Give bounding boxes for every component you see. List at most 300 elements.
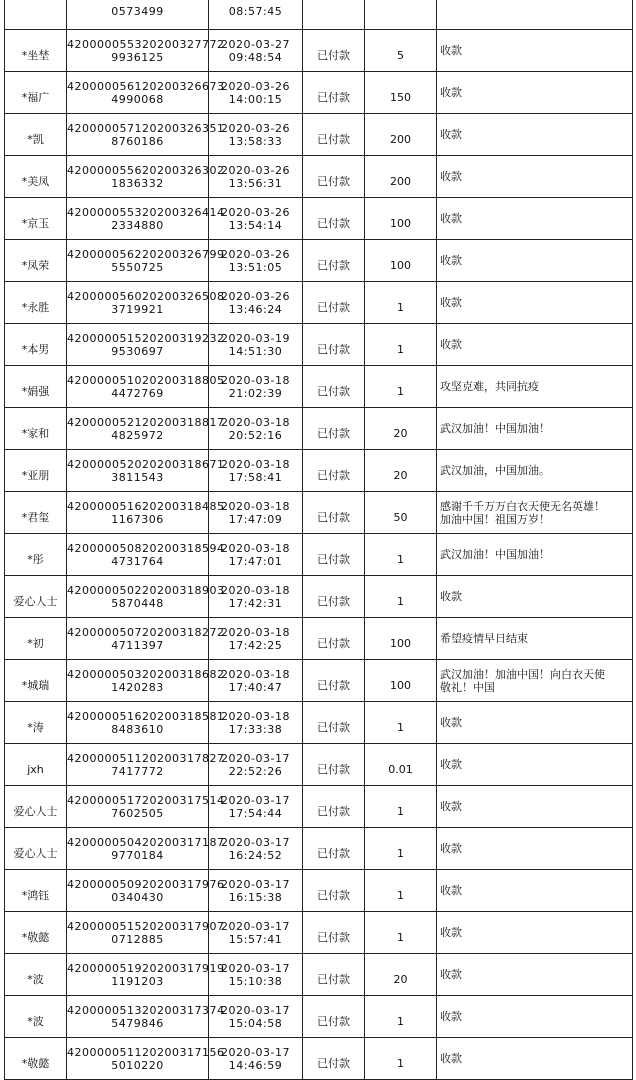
table-row [5,618,633,660]
transaction-id-line-2: 9530697 [111,344,164,358]
payment-date: 2020-03-18 [221,541,290,555]
transaction-id-line-2: 3719921 [111,302,164,316]
payment-date: 2020-03-18 [221,583,290,597]
payment-date: 2020-03-19 [221,331,290,345]
payment-time: 17:54:44 [228,806,283,820]
table-row [5,492,633,534]
transaction-id [67,198,225,240]
payment-time: 13:46:24 [228,302,283,316]
donor-name: *鸿钰 [5,870,67,912]
donor-name: *亚朋 [5,450,67,492]
payment-status: 已付款 [303,828,365,870]
payment-time: 13:54:14 [228,218,283,232]
transaction-id-line-1: 420000052120200318817 [67,415,225,429]
payment-status: 已付款 [303,618,365,660]
payment-time: 13:56:31 [228,176,283,190]
donation-amount: 1 [365,996,437,1038]
payment-time: 15:04:58 [228,1016,283,1030]
table-row [5,366,633,408]
donation-note [437,198,633,240]
payment-date: 2020-03-17 [221,919,290,933]
transaction-id [67,492,225,534]
payment-time: 17:42:25 [228,638,283,652]
transaction-id-line-1: 420000056120200326673 [67,79,225,93]
transaction-id [67,408,225,450]
payment-time: 09:48:54 [228,50,283,64]
table-row [5,954,633,996]
transaction-id [67,786,225,828]
donation-note-line-2: 敬礼！中国 [440,680,495,694]
donation-note [437,492,633,534]
donation-amount: 20 [365,408,437,450]
donation-note [437,702,633,744]
transaction-id-line-1: 420000050920200317976 [67,877,225,891]
payment-datetime [209,702,303,744]
transaction-id-line-2: 4825972 [111,428,164,442]
transaction-id [67,30,225,72]
transaction-id-line-1: 420000051620200318581 [67,709,225,723]
transaction-id-line-2: 0340430 [111,890,164,904]
donation-amount: 1 [365,366,437,408]
transaction-id [67,534,225,576]
payment-time: 14:51:30 [228,344,283,358]
donor-name: *初 [5,618,67,660]
donation-note [437,786,633,828]
donation-amount: 100 [365,198,437,240]
payment-date: 2020-03-18 [221,415,290,429]
donor-name: 爱心人士 [5,828,67,870]
payment-datetime [209,450,303,492]
payment-datetime [209,786,303,828]
donation-amount: 1 [365,324,437,366]
payment-status: 已付款 [303,744,365,786]
payment-status: 已付款 [303,786,365,828]
payment-status: 已付款 [303,1038,365,1080]
donation-note-line-2: 武汉加油，中国加油。 [440,464,550,477]
table-row [5,324,633,366]
donation-amount: 100 [365,660,437,702]
donation-note-line-1: 收款 [440,86,462,99]
donation-note-line-1: 收款 [440,1052,462,1065]
transaction-id-line-2: 9936125 [111,50,164,64]
transaction-id-line-1: 420000050220200318903 [67,583,225,597]
payment-status: 已付款 [303,324,365,366]
payment-datetime [209,240,303,282]
payment-date: 2020-03-18 [221,373,290,387]
payment-time: 15:57:41 [228,932,283,946]
payment-status: 已付款 [303,156,365,198]
donor-name [5,0,67,30]
payment-datetime [209,744,303,786]
donation-note [437,450,633,492]
table-row [5,786,633,828]
table-row [5,1038,633,1080]
payment-datetime [209,534,303,576]
transaction-id-line-1: 420000051120200317156 [67,1045,225,1059]
donation-note [437,1038,633,1080]
payment-time: 17:58:41 [228,470,283,484]
donation-note-line-1: 收款 [440,842,462,855]
payment-status: 已付款 [303,408,365,450]
donation-note [437,30,633,72]
donation-amount: 50 [365,492,437,534]
donation-note [437,954,633,996]
transaction-id-line-2: 5010220 [111,1058,164,1072]
payment-date: 2020-03-26 [221,121,290,135]
payment-datetime [209,912,303,954]
payment-datetime [209,954,303,996]
payment-date: 2020-03-18 [221,709,290,723]
payment-date: 2020-03-18 [221,667,290,681]
payment-datetime [209,618,303,660]
payment-time: 17:33:38 [228,722,283,736]
payment-time: 17:42:31 [228,596,283,610]
donation-amount: 1 [365,912,437,954]
payment-status: 已付款 [303,492,365,534]
transaction-id-line-1: 420000056020200326508 [67,289,225,303]
transaction-id [67,954,225,996]
donation-note-line-1: 收款 [440,44,462,57]
donation-note [437,114,633,156]
transaction-id-line-1: 420000051720200317514 [67,793,225,807]
transaction-id [67,156,225,198]
transaction-id-line-1: 420000050820200318594 [67,541,225,555]
donation-table-body [5,0,633,1080]
payment-datetime [209,366,303,408]
table-row [5,744,633,786]
transaction-id-line-2: 5550725 [111,260,164,274]
donation-note [437,870,633,912]
donation-note-line-2: 加油中国！祖国万岁！ [440,512,550,526]
donation-note-line-2: 武汉加油！中国加油！ [440,422,550,435]
payment-status [303,0,365,30]
donation-note-line-1: 收款 [440,758,462,771]
donor-name: *美凤 [5,156,67,198]
transaction-id [67,324,225,366]
payment-datetime [209,30,303,72]
payment-status: 已付款 [303,660,365,702]
transaction-id-line-1: 420000051120200317827 [67,751,225,765]
donation-note [437,534,633,576]
payment-datetime [209,408,303,450]
transaction-id-line-1: 420000050720200318272 [67,625,225,639]
payment-datetime [209,0,303,30]
transaction-id-line-2: 2334880 [111,218,164,232]
donor-name: *敬懿 [5,912,67,954]
transaction-id [67,366,225,408]
payment-date: 2020-03-26 [221,205,290,219]
payment-date: 2020-03-26 [221,247,290,261]
transaction-id-line-2: 1167306 [111,512,164,526]
transaction-id [67,0,209,30]
payment-time: 20:52:16 [228,428,283,442]
transaction-id [67,240,225,282]
donor-name: *凤荣 [5,240,67,282]
payment-status: 已付款 [303,912,365,954]
donor-name: *坐埜 [5,30,67,72]
donation-note [437,576,633,618]
table-row [5,912,633,954]
payment-status: 已付款 [303,30,365,72]
table-row [5,450,633,492]
transaction-id-line-2: 1836332 [111,176,164,190]
payment-time: 17:47:01 [228,554,283,568]
payment-date: 2020-03-17 [221,835,290,849]
transaction-id-line-2: 5870448 [111,596,164,610]
donor-name: *波 [5,954,67,996]
table-row [5,30,633,72]
payment-time: 15:10:38 [228,974,283,988]
payment-time: 17:47:09 [228,512,283,526]
transaction-id-line-1: 420000050420200317187 [67,835,225,849]
payment-date: 2020-03-26 [221,163,290,177]
table-row [5,996,633,1038]
donation-amount: 5 [365,30,437,72]
donation-note-line-2: 希望疫情早日结束 [440,632,528,645]
transaction-id [67,702,225,744]
donation-note-line-1: 收款 [440,884,462,897]
payment-status: 已付款 [303,366,365,408]
payment-status: 已付款 [303,198,365,240]
donation-amount: 1 [365,870,437,912]
donation-note-line-1: 感谢千千万万白衣天使无名英雄！ [440,499,605,513]
donation-amount: 1 [365,828,437,870]
transaction-id-line-2: 7417772 [111,764,164,778]
transaction-id-line-1: 0573499 [111,5,164,18]
transaction-id-line-1: 420000057120200326351 [67,121,225,135]
table-row [5,408,633,450]
transaction-id-line-2: 5479846 [111,1016,164,1030]
donation-note-line-1: 收款 [440,128,462,141]
transaction-id-line-2: 9770184 [111,848,164,862]
donation-amount: 20 [365,954,437,996]
payment-date: 2020-03-17 [221,793,290,807]
donor-name: 爱心人士 [5,576,67,618]
payment-datetime [209,660,303,702]
donation-note-line-1: 收款 [440,254,462,267]
donor-name: *凯 [5,114,67,156]
payment-datetime [209,576,303,618]
donation-note-line-1: 收款 [440,968,462,981]
donation-note-line-1: 收款 [440,926,462,939]
transaction-id-line-1: 420000051320200317374 [67,1003,225,1017]
donation-note [437,996,633,1038]
payment-time: 13:58:33 [228,134,283,148]
table-row [5,870,633,912]
table-row [5,828,633,870]
donation-note-line-1: 收款 [440,1010,462,1023]
donation-amount: 1 [365,534,437,576]
transaction-id-line-2: 4990068 [111,92,164,106]
donor-name: *君玺 [5,492,67,534]
payment-datetime [209,996,303,1038]
transaction-id [67,870,225,912]
donation-note [437,72,633,114]
table-row [5,156,633,198]
payment-date: 2020-03-18 [221,625,290,639]
payment-time: 22:52:26 [228,764,283,778]
payment-date: 2020-03-17 [221,961,290,975]
transaction-id [67,1038,225,1080]
donation-note-line-1: 收款 [440,338,462,351]
table-row [5,282,633,324]
transaction-id-line-2: 4731764 [111,554,164,568]
payment-date: 2020-03-26 [221,289,290,303]
donation-note-line-2: 武汉加油！中国加油！ [440,548,550,561]
donor-name: *京玉 [5,198,67,240]
payment-status: 已付款 [303,534,365,576]
donation-amount: 1 [365,1038,437,1080]
donation-amount: 1 [365,576,437,618]
donation-note [437,282,633,324]
transaction-id-line-1: 420000055620200326302 [67,163,225,177]
transaction-id [67,660,225,702]
payment-status: 已付款 [303,702,365,744]
donation-note [437,828,633,870]
payment-datetime [209,492,303,534]
transaction-id-line-2: 8760186 [111,134,164,148]
transaction-id [67,114,225,156]
transaction-id [67,282,225,324]
payment-time: 16:24:52 [228,848,283,862]
transaction-id [67,828,225,870]
payment-datetime [209,72,303,114]
payment-date: 2020-03-18 [221,457,290,471]
donor-name: jxh [5,744,67,786]
payment-time: 21:02:39 [228,386,283,400]
donor-name: *娟强 [5,366,67,408]
donation-amount: 200 [365,114,437,156]
payment-status: 已付款 [303,450,365,492]
payment-date: 2020-03-18 [221,499,290,513]
transaction-id [67,450,225,492]
donor-name: *家和 [5,408,67,450]
donation-note [437,324,633,366]
payment-datetime [209,282,303,324]
donor-name: *福广 [5,72,67,114]
transaction-id-line-1: 420000051520200317907 [67,919,225,933]
payment-date: 2020-03-26 [221,79,290,93]
transaction-id [67,912,225,954]
payment-date: 2020-03-17 [221,751,290,765]
table-row [5,198,633,240]
table-row [5,702,633,744]
donation-amount [365,0,437,30]
donation-amount: 1 [365,702,437,744]
payment-datetime [209,156,303,198]
transaction-id-line-1: 420000051620200318485 [67,499,225,513]
transaction-id-line-1: 420000052020200318671 [67,457,225,471]
payment-status: 已付款 [303,282,365,324]
donation-note [437,744,633,786]
payment-datetime [209,828,303,870]
donation-note [437,156,633,198]
payment-date: 08:57:45 [228,5,283,18]
donation-note [437,912,633,954]
donation-amount: 150 [365,72,437,114]
transaction-id-line-2: 8483610 [111,722,164,736]
transaction-id [67,744,225,786]
transaction-id-line-1: 420000055320200326414 [67,205,225,219]
payment-time: 13:51:05 [228,260,283,274]
payment-datetime [209,1038,303,1080]
transaction-id-line-1: 420000055320200327772 [67,37,225,51]
donor-name: *涛 [5,702,67,744]
donation-note [437,660,633,702]
table-row [5,576,633,618]
donation-table [4,0,633,1080]
donor-name: *永胜 [5,282,67,324]
payment-date: 2020-03-27 [221,37,290,51]
donation-note-line-1: 收款 [440,170,462,183]
payment-status: 已付款 [303,954,365,996]
donation-amount: 1 [365,786,437,828]
transaction-id-line-2: 1191203 [111,974,164,988]
payment-datetime [209,114,303,156]
donor-name: *城瑞 [5,660,67,702]
payment-datetime [209,198,303,240]
table-row [5,660,633,702]
donation-note-line-1: 收款 [440,716,462,729]
transaction-id-line-2: 4711397 [111,638,164,652]
donation-note-line-1: 收款 [440,212,462,225]
donation-note-line-1: 收款 [440,590,462,603]
transaction-id-line-2: 0712885 [111,932,164,946]
payment-datetime [209,870,303,912]
donor-name: *彤 [5,534,67,576]
donation-note [437,408,633,450]
donor-name: 爱心人士 [5,786,67,828]
donation-amount: 100 [365,618,437,660]
donation-note-line-1: 收款 [440,800,462,813]
table-row [5,0,633,30]
table-row [5,534,633,576]
transaction-id [67,618,225,660]
transaction-id-line-1: 420000050320200318682 [67,667,225,681]
donation-note-line-1: 武汉加油！加油中国！向白衣天使 [440,667,605,681]
payment-status: 已付款 [303,240,365,282]
donation-note [437,240,633,282]
payment-status: 已付款 [303,72,365,114]
transaction-id-line-1: 420000056220200326799 [67,247,225,261]
payment-status: 已付款 [303,114,365,156]
payment-date: 2020-03-17 [221,1003,290,1017]
donation-note [437,618,633,660]
transaction-id [67,996,225,1038]
transaction-id-line-1: 420000051020200318805 [67,373,225,387]
donation-amount: 0.01 [365,744,437,786]
table-row [5,240,633,282]
transaction-id-line-1: 420000051520200319232 [67,331,225,345]
payment-status: 已付款 [303,870,365,912]
transaction-id [67,576,225,618]
payment-time: 14:00:15 [228,92,283,106]
donation-amount: 20 [365,450,437,492]
transaction-id-line-2: 4472769 [111,386,164,400]
transaction-id-line-2: 3811543 [111,470,164,484]
transaction-id-line-1: 420000051920200317919 [67,961,225,975]
donation-amount: 100 [365,240,437,282]
payment-status: 已付款 [303,576,365,618]
donor-name: *敬懿 [5,1038,67,1080]
donation-amount: 200 [365,156,437,198]
transaction-id-line-2: 7602505 [111,806,164,820]
donation-amount: 1 [365,282,437,324]
payment-time: 16:15:38 [228,890,283,904]
table-row [5,72,633,114]
payment-status: 已付款 [303,996,365,1038]
donation-note [437,366,633,408]
